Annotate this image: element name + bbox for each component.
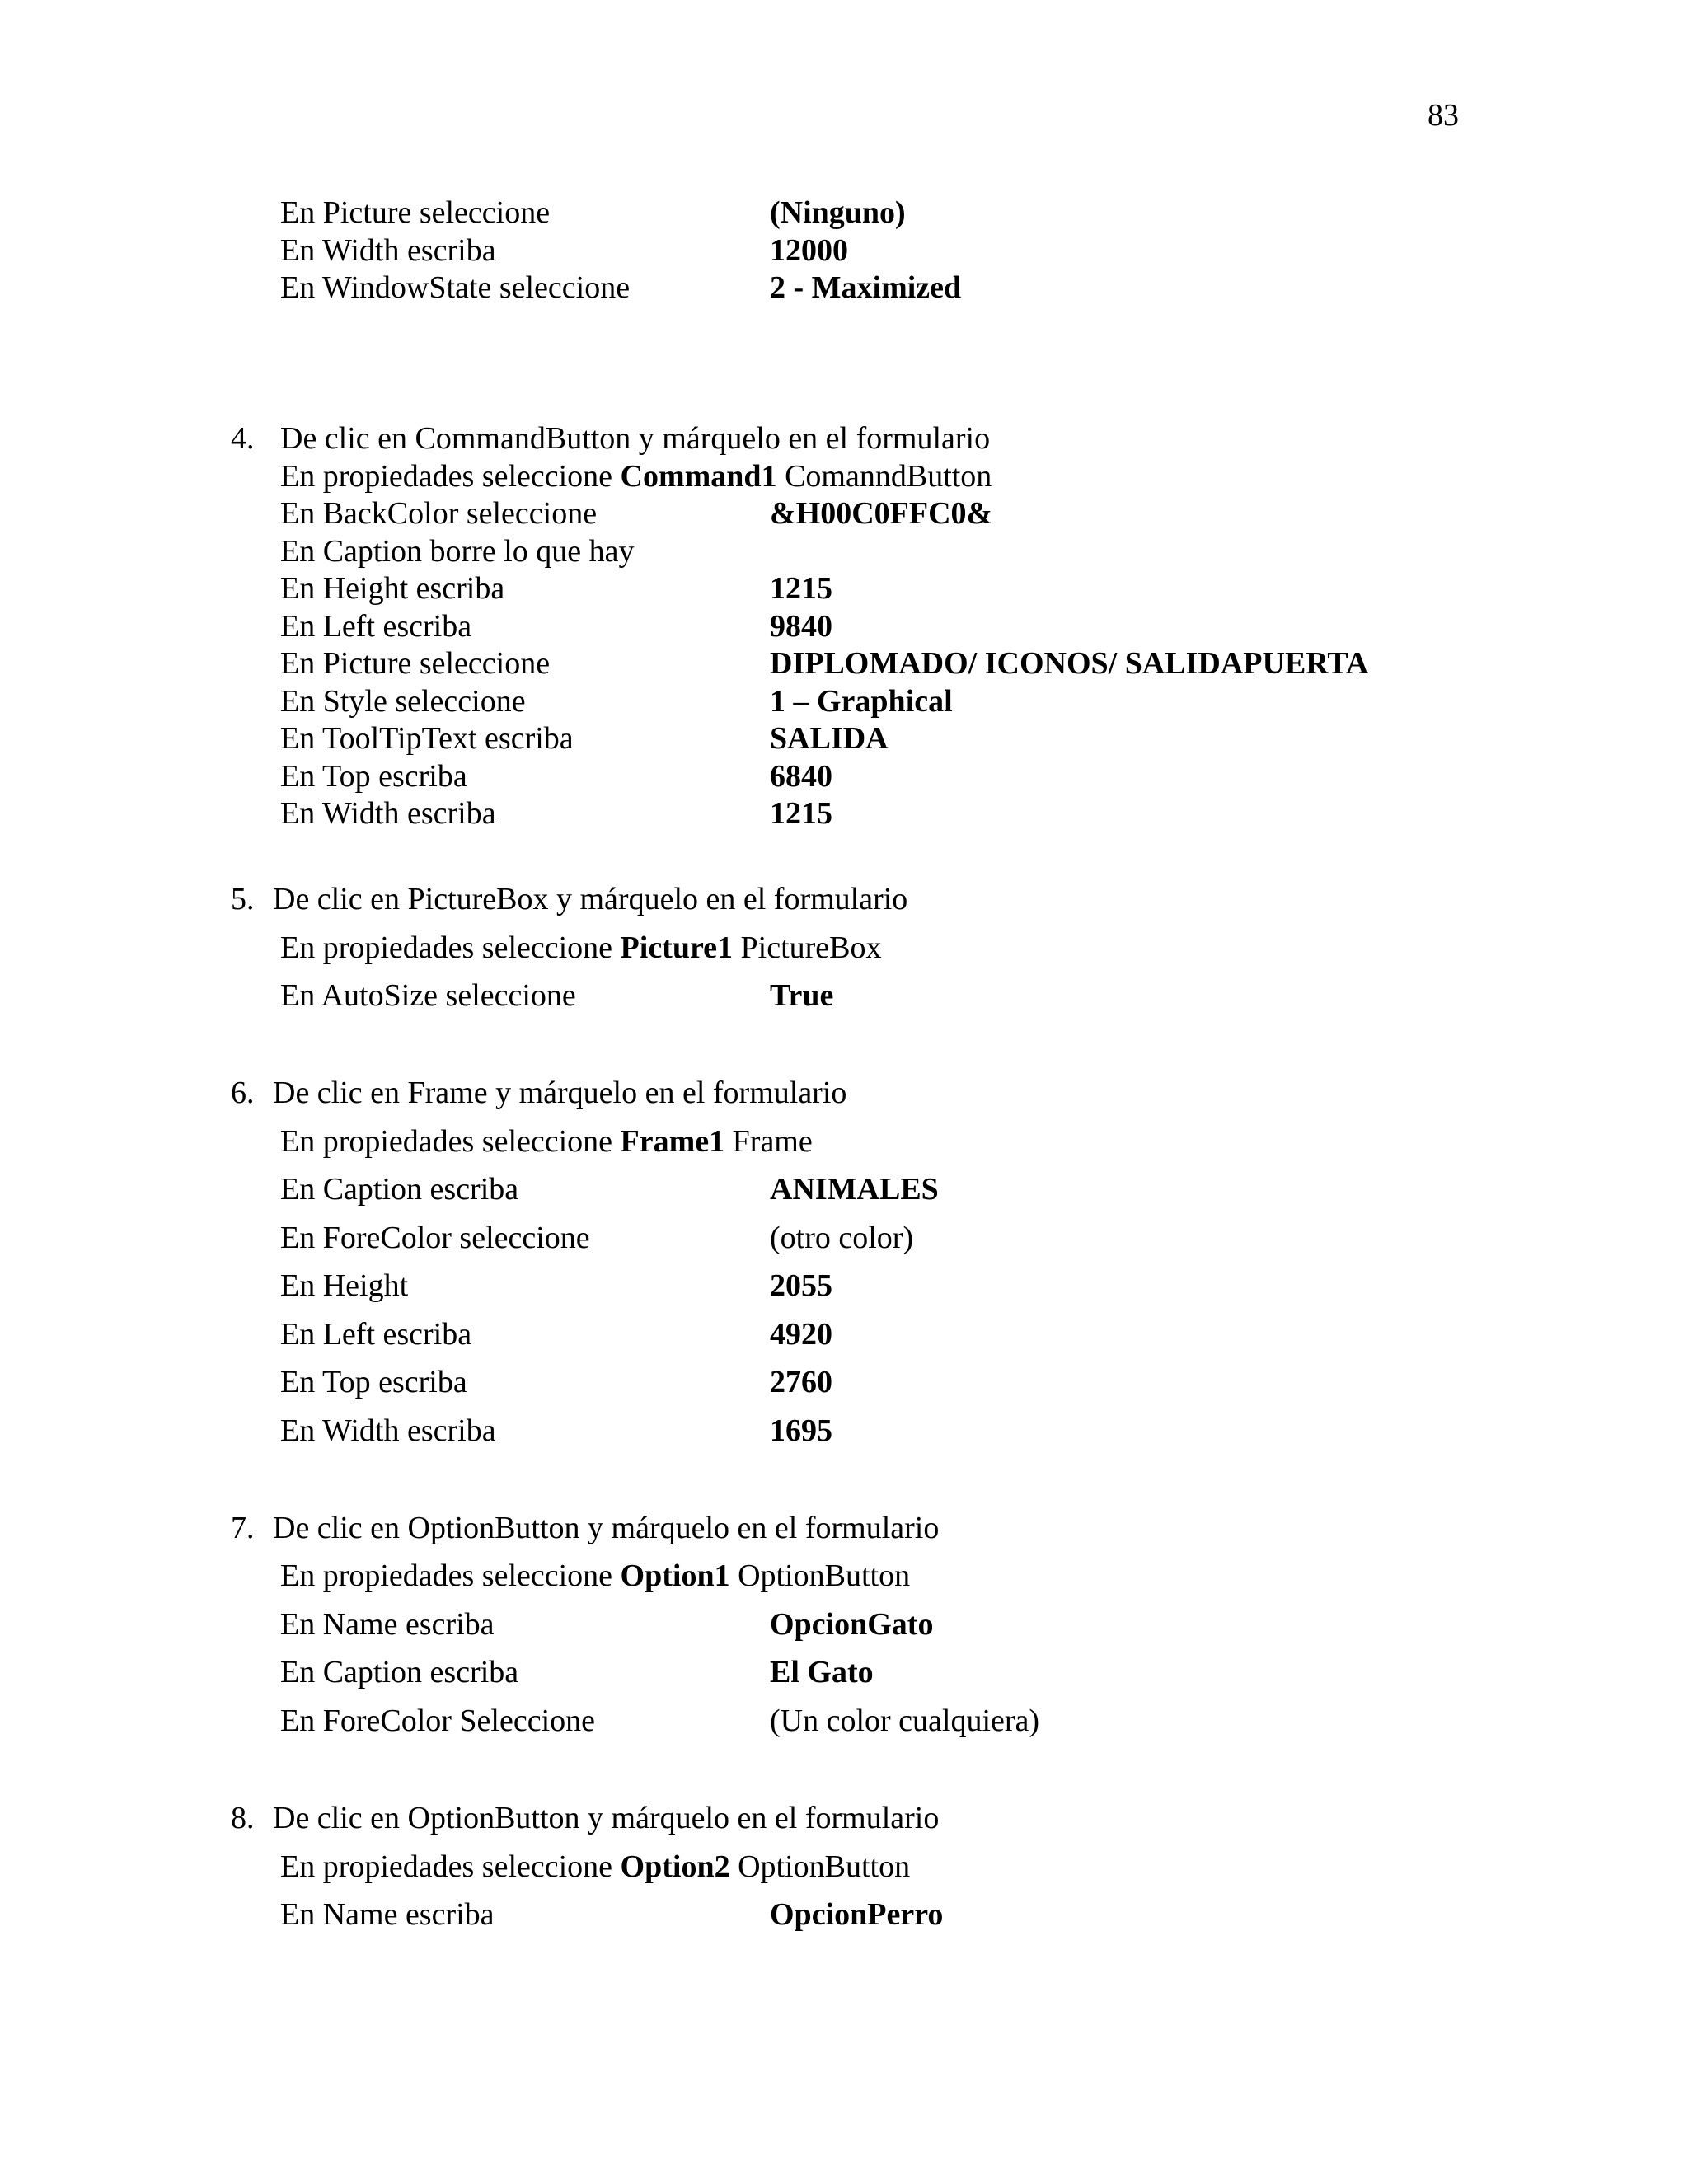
step-title: De clic en OptionButton y márquelo en el formulario bbox=[273, 1801, 940, 1835]
object-name: Command1 bbox=[620, 459, 777, 494]
select-prefix: En propiedades seleccione bbox=[280, 459, 621, 494]
property-value: (otro color) bbox=[770, 1221, 914, 1255]
property-value: 9840 bbox=[770, 609, 832, 644]
step-number: 4. bbox=[231, 421, 255, 456]
select-object-line bbox=[280, 456, 992, 497]
property-value: El Gato bbox=[770, 1655, 874, 1690]
property-value: ANIMALES bbox=[770, 1172, 939, 1207]
step-number: 5. bbox=[231, 882, 255, 916]
property-value: (Un color cualquiera) bbox=[770, 1704, 1040, 1738]
property-value: 2760 bbox=[770, 1365, 832, 1399]
object-name: Option1 bbox=[620, 1558, 730, 1593]
step-title: De clic en CommandButton y márquelo en el formulario bbox=[280, 421, 991, 456]
property-value: True bbox=[770, 978, 834, 1013]
property-label: En Height escriba bbox=[280, 571, 505, 606]
select-prefix: En propiedades seleccione bbox=[280, 1124, 621, 1159]
property-label: En Height bbox=[280, 1268, 409, 1303]
property-label: En ForeColor seleccione bbox=[280, 1221, 590, 1255]
property-label: En Name escriba bbox=[280, 1607, 495, 1642]
object-type: Frame bbox=[724, 1124, 813, 1159]
property-value: OpcionPerro bbox=[770, 1897, 944, 1932]
property-label: En ToolTipText escriba bbox=[280, 721, 574, 756]
property-value: OpcionGato bbox=[770, 1607, 934, 1642]
property-label: En Left escriba bbox=[280, 609, 472, 644]
property-value: (Ninguno) bbox=[770, 195, 906, 230]
select-prefix: En propiedades seleccione bbox=[280, 1849, 621, 1884]
property-label: En AutoSize seleccione bbox=[280, 978, 576, 1013]
select-object-line bbox=[280, 1846, 910, 1887]
property-label: En BackColor seleccione bbox=[280, 496, 598, 531]
property-label: En Left escriba bbox=[280, 1317, 472, 1352]
property-label: En Caption borre lo que hay bbox=[280, 534, 635, 569]
select-prefix: En propiedades seleccione bbox=[280, 1558, 621, 1593]
property-label: En Picture seleccione bbox=[280, 646, 551, 681]
object-name: Picture1 bbox=[620, 930, 734, 965]
step-title: De clic en PictureBox y márquelo en el formulario bbox=[273, 882, 908, 916]
object-type: PictureBox bbox=[733, 930, 882, 965]
property-value: 1 – Graphical bbox=[770, 684, 953, 719]
object-type: ComanndButton bbox=[776, 459, 992, 494]
object-name: Option2 bbox=[620, 1849, 730, 1884]
property-label: En Caption escriba bbox=[280, 1655, 519, 1690]
object-type: OptionButton bbox=[729, 1558, 911, 1593]
object-type: OptionButton bbox=[729, 1849, 911, 1884]
step-number: 8. bbox=[231, 1801, 255, 1835]
property-value: 2055 bbox=[770, 1268, 832, 1303]
select-object-line bbox=[280, 927, 882, 968]
page-number: 83 bbox=[1428, 98, 1459, 133]
property-value: &H00C0FFC0& bbox=[770, 496, 993, 531]
select-object-line bbox=[280, 1121, 813, 1162]
property-label: En Top escriba bbox=[280, 1365, 467, 1399]
object-name: Frame1 bbox=[620, 1124, 725, 1159]
property-label: En Width escriba bbox=[280, 796, 496, 831]
property-label: En Style seleccione bbox=[280, 684, 526, 719]
property-value: 2 - Maximized bbox=[770, 270, 962, 305]
property-value: 1695 bbox=[770, 1413, 832, 1448]
property-label: En Picture seleccione bbox=[280, 195, 551, 230]
property-label: En Width escriba bbox=[280, 1413, 496, 1448]
property-value: 4920 bbox=[770, 1317, 832, 1352]
property-value: DIPLOMADO/ ICONOS/ SALIDAPUERTA bbox=[770, 646, 1369, 681]
step-number: 7. bbox=[231, 1511, 255, 1545]
step-title: De clic en Frame y márquelo en el formulario bbox=[273, 1076, 847, 1110]
property-value: 6840 bbox=[770, 759, 832, 794]
step-number: 6. bbox=[231, 1076, 255, 1110]
property-label: En ForeColor Seleccione bbox=[280, 1704, 596, 1738]
property-value: 1215 bbox=[770, 796, 832, 831]
property-label: En Top escriba bbox=[280, 759, 467, 794]
select-object-line bbox=[280, 1555, 910, 1596]
property-label: En Caption escriba bbox=[280, 1172, 519, 1207]
select-prefix: En propiedades seleccione bbox=[280, 930, 621, 965]
step-title: De clic en OptionButton y márquelo en el formulario bbox=[273, 1511, 940, 1545]
property-label: En WindowState seleccione bbox=[280, 270, 631, 305]
property-label: En Width escriba bbox=[280, 233, 496, 268]
property-value: SALIDA bbox=[770, 721, 889, 756]
property-value: 12000 bbox=[770, 233, 848, 268]
property-label: En Name escriba bbox=[280, 1897, 495, 1932]
property-value: 1215 bbox=[770, 571, 832, 606]
